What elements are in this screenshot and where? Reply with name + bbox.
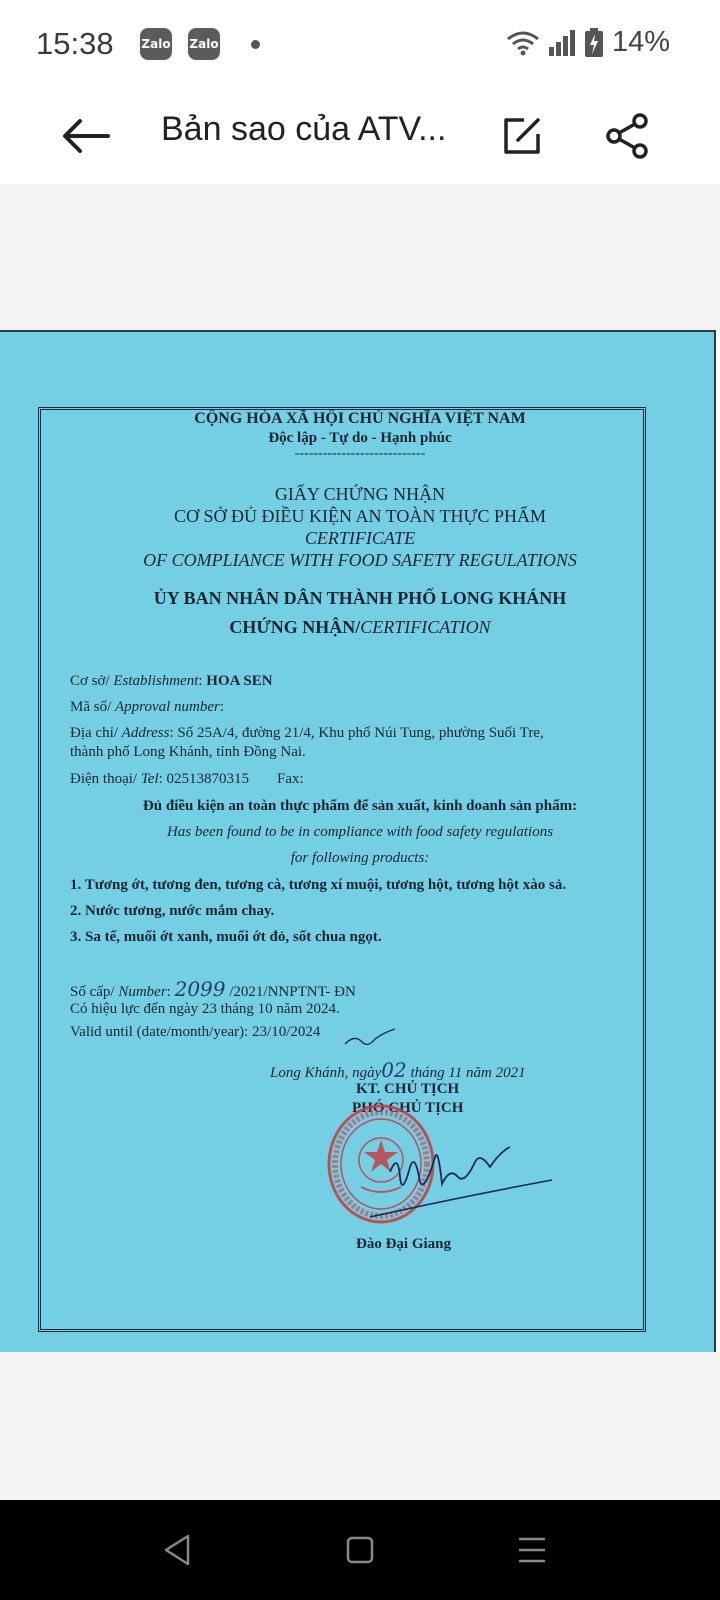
zalo-notification-icon: Zalo — [188, 28, 220, 60]
app-bar — [0, 90, 720, 184]
nav-back-icon — [162, 1533, 194, 1567]
compliance-statement-en-2: for following products: — [290, 850, 430, 866]
certificate-title-vn: GIẤY CHỨNG NHẬN — [274, 484, 446, 504]
nav-back-button[interactable] — [156, 1528, 200, 1572]
status-bar — [0, 0, 720, 90]
product-item: 2. Nước tương, nước mắm chay. — [70, 903, 275, 919]
certificate-subtitle-vn: CƠ SỞ ĐỦ ĐIỀU KIỆN AN TOÀN THỰC PHẨM — [174, 506, 546, 526]
certificate-title-en: CERTIFICATE — [304, 528, 416, 548]
wifi-icon — [506, 29, 540, 57]
share-icon — [605, 113, 651, 159]
nav-home-button[interactable] — [338, 1528, 382, 1572]
validity-line-en: Valid until (date/month/year): 23/10/2024 — [70, 1024, 321, 1040]
phone-line: Điện thoại/ Tel: 02513870315 Fax: — [70, 771, 304, 787]
product-item: 1. Tương ớt, tương đen, tương cà, tương xí muội, tương hột, tương hột xào sả. — [70, 877, 567, 893]
system-navigation-bar — [0, 1500, 720, 1600]
handwritten-day: 02 — [381, 1058, 407, 1082]
signer-subtitle: PHÓ CHỦ TỊCH — [352, 1100, 464, 1116]
share-button[interactable] — [600, 108, 656, 164]
status-time: 15:38 — [36, 26, 114, 61]
address-line-2: thành phố Long Khánh, tỉnh Đồng Nai. — [70, 744, 306, 760]
arrow-left-icon — [62, 118, 110, 154]
certification-heading: CHỨNG NHẬN/CERTIFICATION — [229, 617, 491, 637]
issue-date-line: Long Khánh, ngày02 tháng 11 năm 2021 — [270, 1058, 526, 1082]
status-indicators — [506, 26, 670, 59]
battery-percentage: 14% — [611, 26, 670, 58]
signer-title: KT. CHỦ TỊCH — [356, 1081, 460, 1097]
signer-name: Đào Đại Giang — [356, 1236, 452, 1252]
back-button[interactable] — [58, 108, 114, 164]
nav-menu-icon — [516, 1535, 548, 1565]
issuing-authority: ỦY BAN NHÂN DÂN THÀNH PHỐ LONG KHÁNH — [153, 588, 567, 608]
more-notifications-dot-icon — [251, 40, 260, 49]
approval-number-line: Mã số/ Approval number: — [70, 699, 225, 715]
edit-icon — [502, 116, 542, 156]
handwritten-number: 2099 — [174, 977, 226, 1001]
certificate-subtitle-en: OF COMPLIANCE WITH FOOD SAFETY REGULATIONS — [143, 550, 577, 570]
signal-icon — [548, 29, 576, 57]
zalo-notification-icon: Zalo — [140, 28, 172, 60]
nav-menu-button[interactable] — [510, 1528, 554, 1572]
edit-button[interactable] — [494, 108, 550, 164]
address-line: Địa chỉ/ Address: Số 25A/4, đường 21/4, Khu phố Núi Tung, phường Suối Tre, — [70, 725, 544, 741]
establishment-line: Cơ sở/ Establishment: HOA SEN — [70, 673, 273, 689]
compliance-statement-vn: Đủ điều kiện an toàn thực phẩm để sản xuất, kinh doanh sản phẩm: — [142, 798, 578, 814]
certificate-nation-header: CỘNG HÒA XÃ HỘI CHỦ NGHĨA VIỆT NAM — [194, 410, 526, 427]
header-divider: ---------------------------- — [294, 446, 426, 461]
product-item: 3. Sa tế, muối ớt xanh, muối ớt đỏ, sốt chua ngọt. — [70, 929, 382, 945]
signature-icon — [340, 1122, 570, 1232]
initials-icon — [340, 1024, 400, 1054]
certificate-number-line: Số cấp/ Number: 2099 /2021/NNPTNT- ĐN — [70, 977, 356, 1001]
certificate-motto: Độc lập - Tự do - Hạnh phúc — [268, 430, 452, 446]
document-edge — [714, 330, 720, 1352]
battery-icon — [584, 28, 604, 58]
nav-home-icon — [345, 1535, 375, 1565]
validity-line-vn: Có hiệu lực đến ngày 23 tháng 10 năm 2024. — [70, 1001, 340, 1017]
document-title: Bản sao của ATV... — [161, 110, 447, 148]
compliance-statement-en: Has been found to be in compliance with food safety regulations — [166, 824, 554, 840]
certificate-image[interactable] — [0, 332, 720, 1352]
